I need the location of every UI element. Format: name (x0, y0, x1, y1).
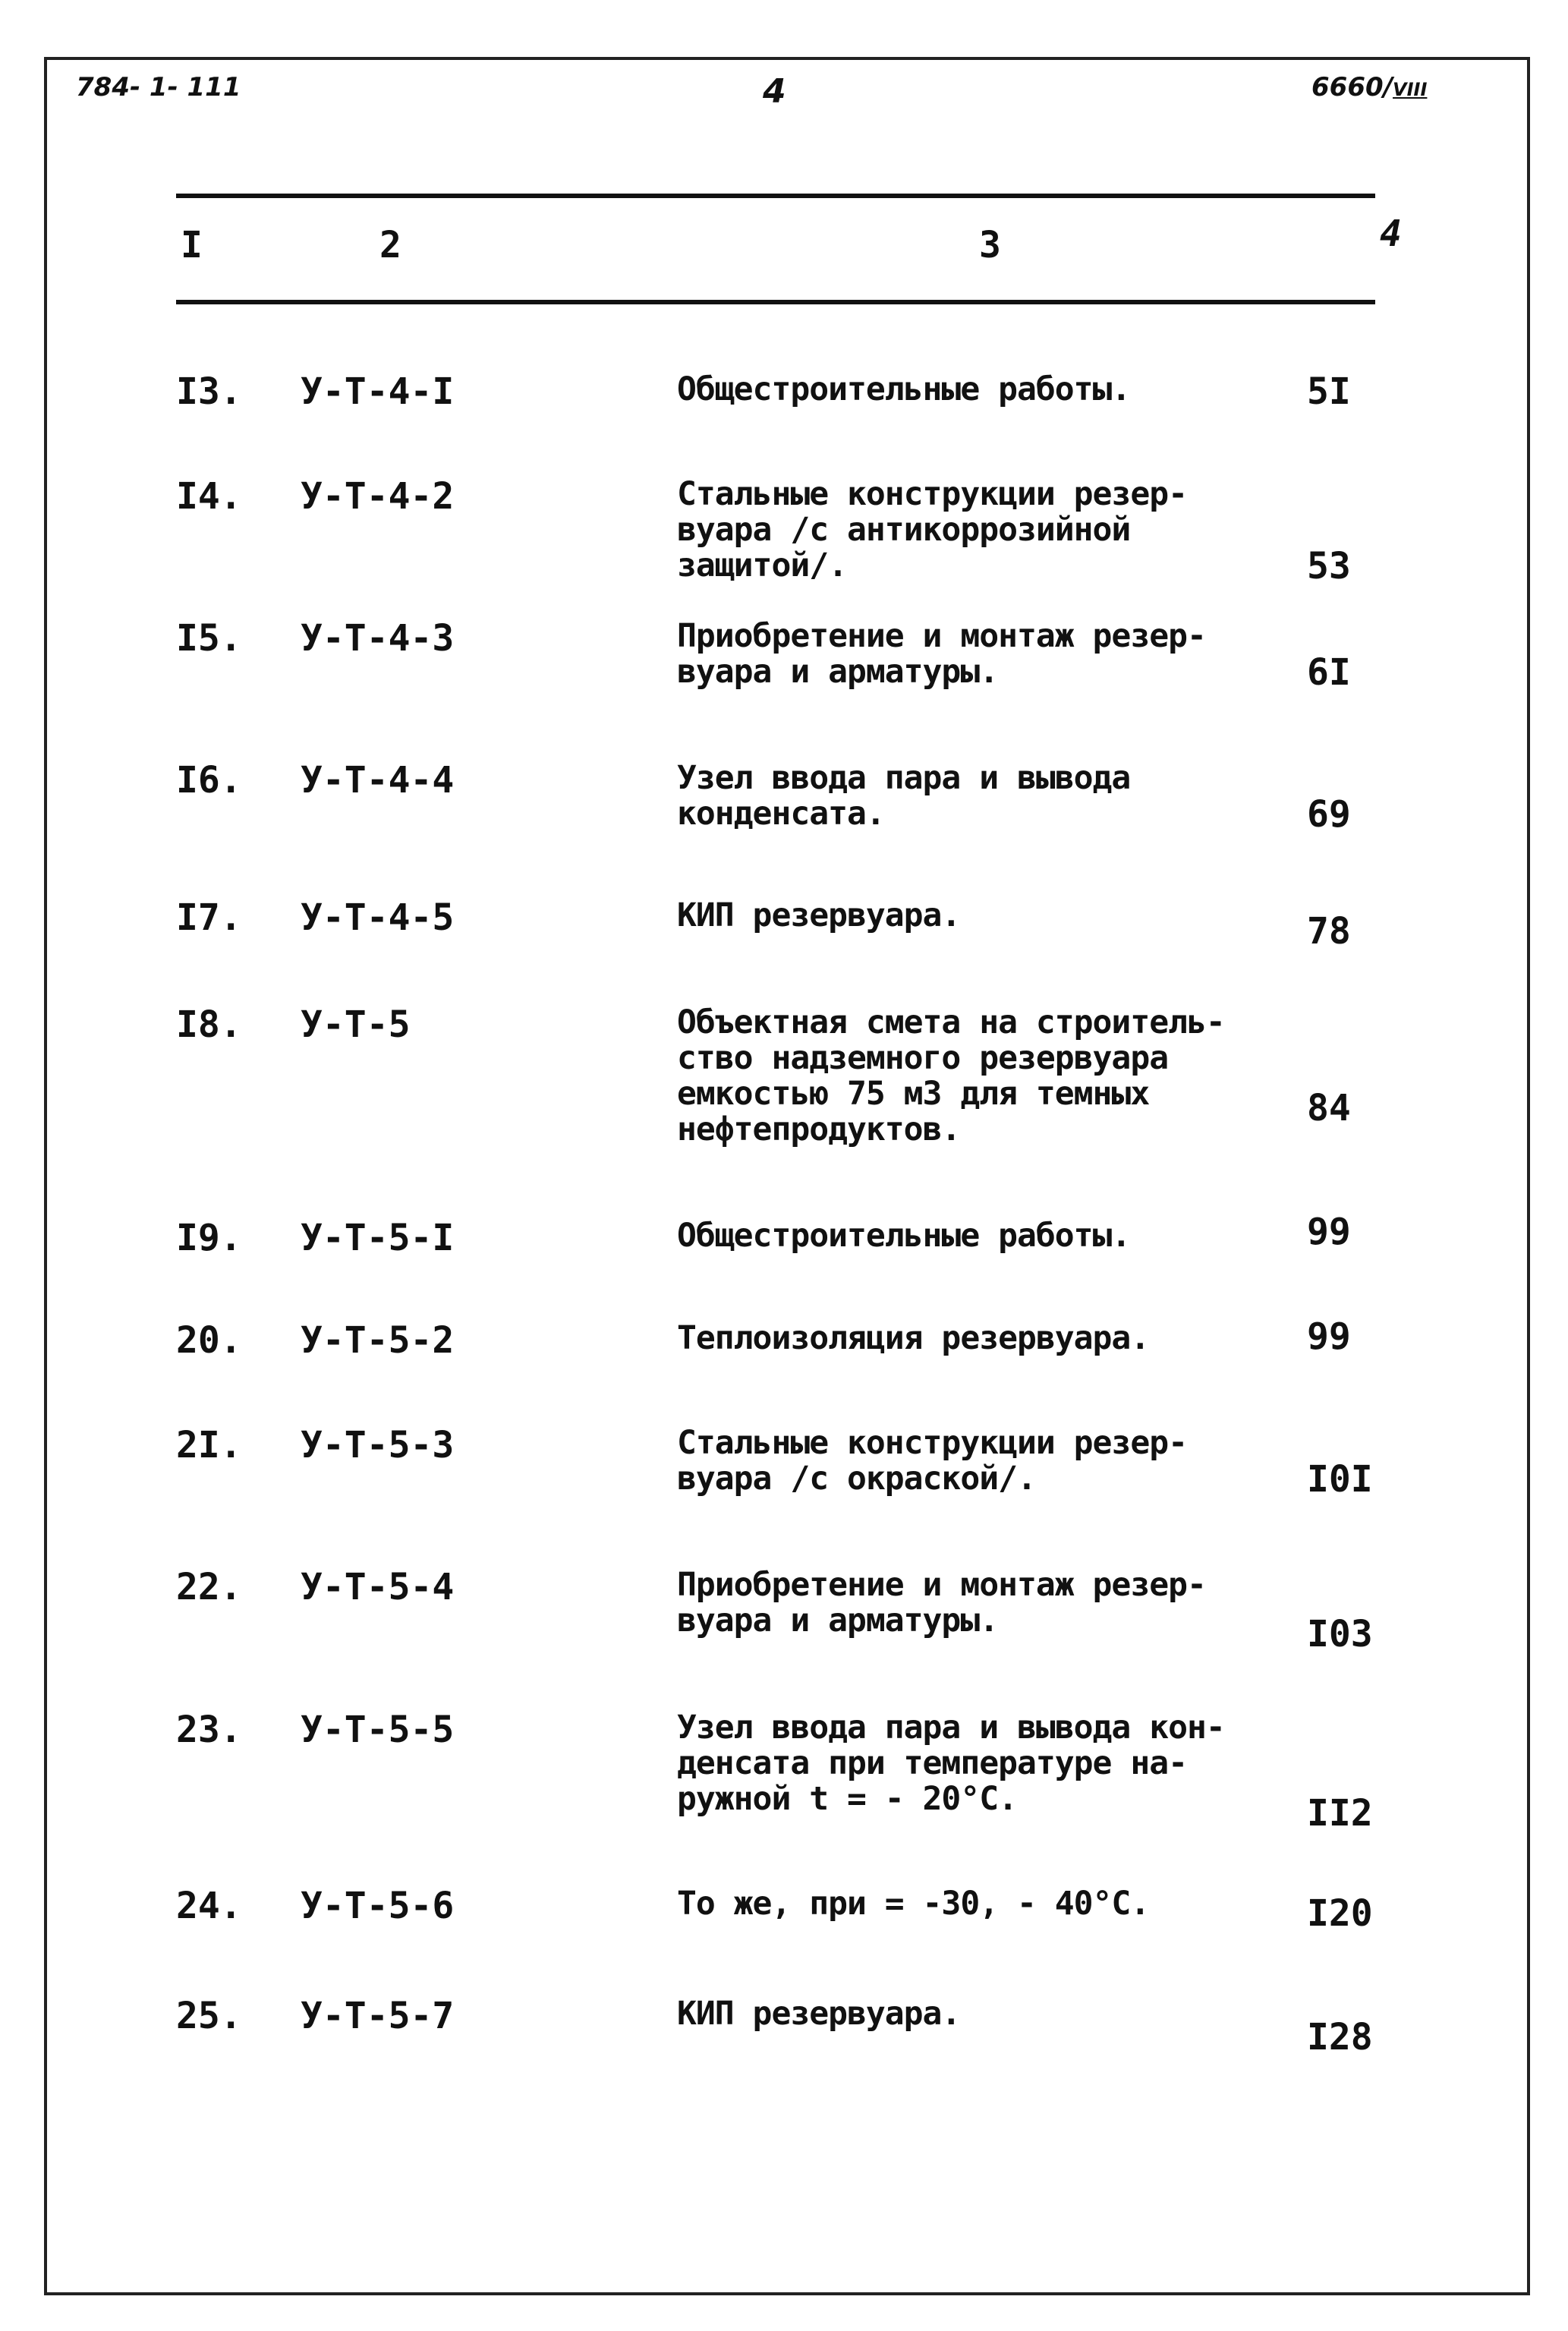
row-number: 22. (176, 1566, 242, 1608)
column-header-3: 3 (979, 224, 1001, 266)
sheet-number (1311, 72, 1427, 102)
row-number: 2I. (176, 1424, 242, 1466)
row-code: У-Т-4-4 (301, 759, 455, 802)
row-description: Общестроительные работы. (677, 1217, 1131, 1255)
row-description: Теплоизоляция резервуара. (677, 1319, 1150, 1357)
row-page: 99 (1307, 1211, 1351, 1253)
row-code: У-Т-4-I (301, 370, 455, 413)
row-number: I4. (176, 475, 242, 518)
row-page: I0I (1307, 1458, 1373, 1501)
row-number: 24. (176, 1885, 242, 1927)
column-header-2: 2 (379, 224, 401, 266)
frame-left-border (44, 57, 47, 2292)
row-code: У-Т-5-I (301, 1217, 455, 1259)
row-page: I03 (1307, 1613, 1373, 1655)
table-header-rule (176, 300, 1375, 304)
row-code: У-Т-5-6 (301, 1885, 455, 1927)
row-page: 84 (1307, 1087, 1351, 1129)
row-code: У-Т-4-5 (301, 896, 455, 939)
row-page: I28 (1307, 2016, 1373, 2059)
column-header-1: I (181, 224, 203, 266)
row-number: I8. (176, 1003, 242, 1046)
row-number: 23. (176, 1709, 242, 1751)
row-number: 25. (176, 1995, 242, 2037)
row-code: У-Т-5 (301, 1003, 411, 1046)
row-code: У-Т-4-3 (301, 617, 455, 660)
row-page: 5I (1307, 370, 1351, 413)
row-page: 53 (1307, 545, 1351, 587)
frame-top-border (44, 57, 1530, 60)
row-description: Приобретение и монтаж резер- вуара и арматуры. (677, 617, 1206, 691)
row-description: Узел ввода пара и вывода кон- денсата при температуре на- ружной t = - 20°С. (677, 1709, 1225, 1818)
row-description: Объектная смета на строитель- ство надземного резервуара емкостью 75 м3 для темных нефтепродуктов. (677, 1003, 1225, 1148)
row-code: У-Т-4-2 (301, 475, 455, 518)
row-description: КИП резервуара. (677, 896, 961, 934)
row-description: Приобретение и монтаж резер- вуара и арматуры. (677, 1566, 1206, 1640)
row-code: У-Т-5-7 (301, 1995, 455, 2037)
row-description: Стальные конструкции резер- вуара /с антикоррозийной защитой/. (677, 475, 1187, 584)
frame-right-border (1527, 57, 1530, 2292)
row-code: У-Т-5-2 (301, 1319, 455, 1362)
row-code: У-Т-5-5 (301, 1709, 455, 1751)
row-number: I6. (176, 759, 242, 802)
sheet-number-sub: VIII (1393, 79, 1428, 100)
page-number: 4 (763, 72, 786, 111)
row-description: Стальные конструкции резер- вуара /с окраской/. (677, 1424, 1187, 1498)
sheet-number-main: 6660/ (1311, 72, 1393, 102)
document-code: 784- 1- 111 (76, 72, 241, 102)
row-number: I7. (176, 896, 242, 939)
row-page: 6I (1307, 651, 1351, 694)
table-top-rule (176, 194, 1375, 198)
row-page: 78 (1307, 910, 1351, 953)
frame-bottom-border (44, 2292, 1530, 2295)
row-page: II2 (1307, 1792, 1373, 1835)
row-page: 69 (1307, 793, 1351, 836)
row-description: КИП резервуара. (677, 1995, 961, 2033)
column-header-4: 4 (1380, 213, 1402, 255)
row-description: То же, при = -30, - 40°С. (677, 1885, 1150, 1923)
row-number: I3. (176, 370, 242, 413)
row-number: I5. (176, 617, 242, 660)
row-description: Общестроительные работы. (677, 370, 1131, 408)
row-page: I20 (1307, 1892, 1373, 1935)
row-number: 20. (176, 1319, 242, 1362)
row-description: Узел ввода пара и вывода конденсата. (677, 759, 1131, 833)
row-code: У-Т-5-4 (301, 1566, 455, 1608)
row-code: У-Т-5-3 (301, 1424, 455, 1466)
row-number: I9. (176, 1217, 242, 1259)
row-page: 99 (1307, 1315, 1351, 1358)
